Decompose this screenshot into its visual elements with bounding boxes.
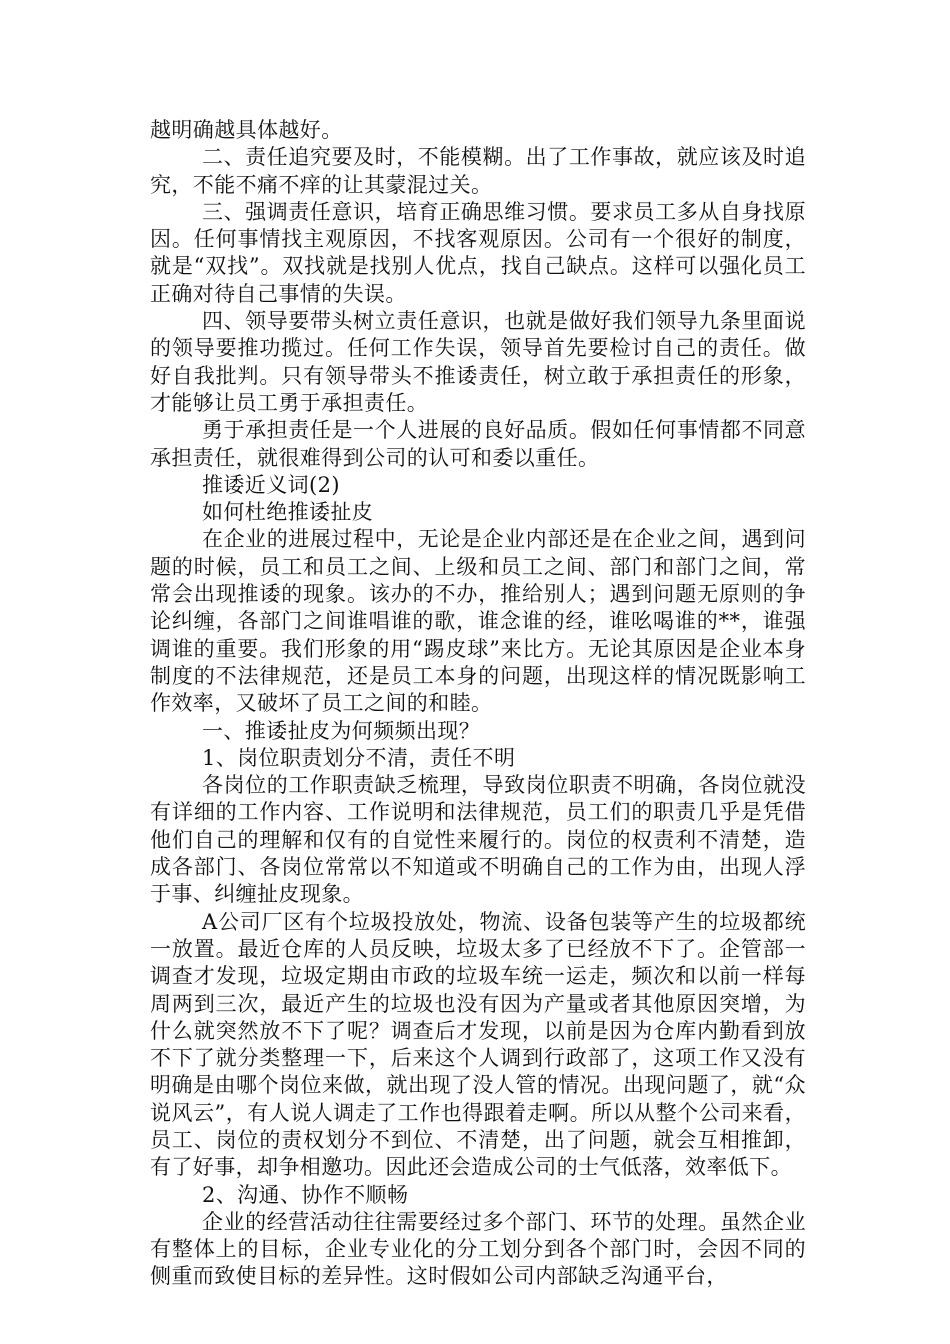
paragraph-communication: 企业的经营活动往往需要经过多个部门、环节的处理。虽然企业有整体上的目标，企业专业化的分工划分到各个部门时，会因不同的侧重而致使目标的差异性。这时假如公司内部缺乏沟通平台，	[150, 1209, 806, 1289]
paragraph-intro: 在企业的进展过程中，无论是企业内部还是在企业之间，遇到问题的时候，员工和员工之间、上级和员工之间、部门和部门之间，常常会出现推诿的现象。该办的不办，推给别人；遇到问题无原则的争论纠缠，各部门之间谁唱谁的歌，谁念谁的经，谁吆喝谁的**，谁强调谁的重要。我们形象的用“踢皮球”来比方。无论其原因是企业本身制度的不法律规范，还是员工本身的问题，出现这样的情况既影响工作效率，又破坏了员工之间的和睦。	[150, 527, 806, 716]
heading-why: 一、推诿扯皮为何频频出现？	[202, 718, 481, 743]
paragraph-duties: 各岗位的工作职责缺乏梳理，导致岗位职责不明确，各岗位就没有详细的工作内容、工作说明和法律规范，员工们的职责几乎是凭借他们自己的理解和仅有的自觉性来履行的。岗位的权责利不清楚，造成各部门、各岗位常常以不知道或不明确自己的工作为由，出现人浮于事、纠缠扯皮现象。	[150, 773, 806, 907]
subheading-unclear-duties: 1、岗位职责划分不清，责任不明	[202, 745, 516, 770]
paragraph-courage: 勇于承担责任是一个人进展的良好品质。假如任何事情都不同意承担责任，就很难得到公司的认可和委以重任。	[150, 418, 806, 470]
subheading-communication: 2、沟通、协作不顺畅	[202, 1182, 409, 1207]
paragraph-accountability: 二、责任追究要及时，不能模糊。出了工作事故，就应该及时追究，不能不痛不痒的让其蒙混过关。	[150, 145, 806, 197]
paragraph-responsibility-awareness: 三、强调责任意识，培育正确思维习惯。要求员工多从自身找原因。任何事情找主观原因，不找客观原因。公司有一个很好的制度，就是“双找”。双找就是找别人优点，找自己缺点。这样可以强化员工正确对待自己事情的失误。	[150, 199, 806, 306]
document-body	[150, 117, 806, 1291]
paragraph-continuation: 越明确越具体越好。	[150, 118, 343, 142]
paragraph-leadership: 四、领导要带头树立责任意识，也就是做好我们领导九条里面说的领导要推功揽过。任何工作失误，领导首先要检讨自己的责任。做好自我批判。只有领导带头不推诿责任，树立敢于承担责任的形象，才能够让员工勇于承担责任。	[150, 309, 806, 415]
paragraph-case-study: A公司厂区有个垃圾投放处，物流、设备包装等产生的垃圾都统一放置。最近仓库的人员反映，垃圾太多了已经放不下了。企管部一调查才发现，垃圾定期由市政的垃圾车统一运走，频次和以前一样每周两到三次，最近产生的垃圾也没有因为产量或者其他原因突增，为什么就突然放不下了呢？调查后才发现，以前是因为仓库内勤看到放不下了就分类整理一下，后来这个人调到行政部了，这项工作又没有明确是由哪个岗位来做，就出现了没人管的情况。出现问题了，就“众说风云”，有人说人调走了工作也得跟着走啊。所以从整个公司来看，员工、岗位的责权划分不到位、不清楚，出了问题，就会互相推卸，有了好事，却争相邀功。因此还会造成公司的士气低落，效率低下。	[150, 909, 806, 1180]
article-title: 如何杜绝推诿扯皮	[202, 500, 374, 525]
section-title: 推诿近义词(2)	[202, 472, 340, 497]
